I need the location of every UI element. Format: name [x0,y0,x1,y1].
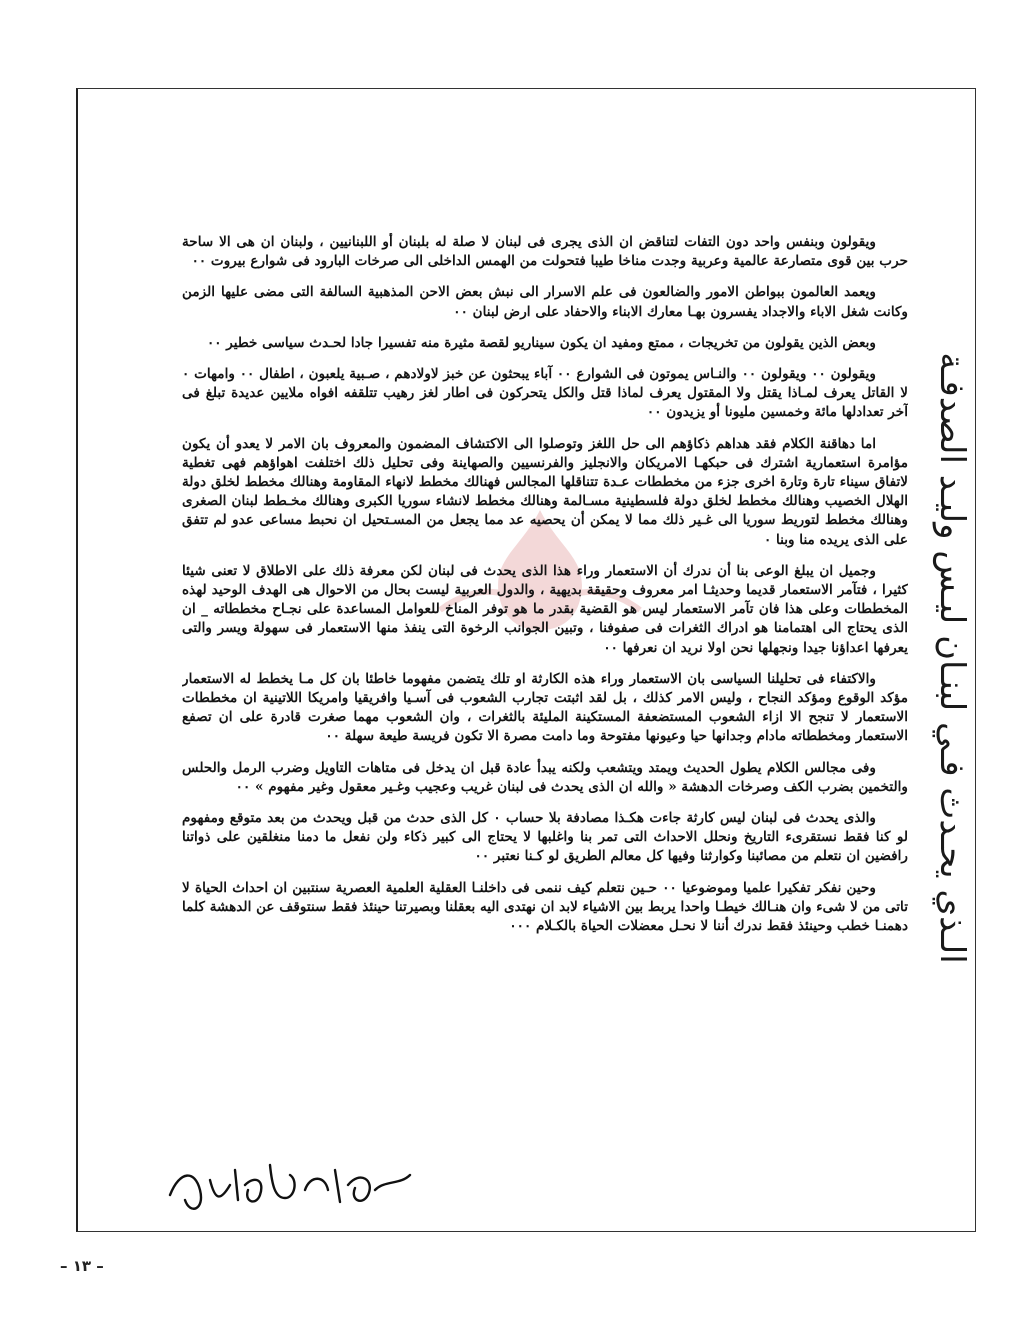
paragraph: اما دهاقنة الكلام فقد هداهم ذكاؤهم الى حل اللغز وتوصلوا الى الاكتشاف المضمون والمعروف بان الامر لا يعدو أن يكون مؤامرة استعمارية اشترك فى حبكهـا الامريكان والانجليز والفرنسيين والصهاينة وفى تحليل ذلك اختلفت اهواؤهم فهى تغطية لاتفاق سيناء تارة وتارة اخرى جزء من مخططات عـدة تتناقلها المجالس فهنالك مخطط لانهاء المقاومة وهنالك مخطط لخلق دولة الهلال الخصيب وهنالك مخطط لخلق دولة فلسطينية مسـالمة وهنالك مخطط لانشاء سوريا الكبرى وهنالك مخـطط لبنان الصغرى وهنالك مخطط لتوريط سوريا الى غـير ذلك مما لا يمكن أن يحصيه عد مما يجعل من المسـتحيل ان نحبط مساعى عدو لم تتفق على الذى يريده منا وبنا ٠ [182,435,908,548]
paragraph: وجميل ان يبلغ الوعى بنا أن ندرك أن الاستعمار وراء هذا الذى يحدث فى لبنان لكن معرفة ذلك على الاطلاق لا تعنى شيئا كثيرا ، فتآمر الاستعمار قديما وحديثـا امر معروف وحقيقة بديهية ، والدول العربية ليست بحال من الاحوال هى الهدف الوحيد لهذه المخططات وعلى هذا فان تآمر الاستعمار ليس هو القضية بقدر ما هو توفر المناخ للعوامل المساعدة على نجـاح مخططاته _ ان الذى يحتاج الى اهتمامنا هو ادراك الثغرات فى صفوفنا ، وتبين الجوانب الرخوة التى ينفذ منها الاستعمار فى سهولة ويسر والتى يعرفها اعداؤنا جيدا ونجهلها نحن اولا نريد ان نعرفها ٠٠ [182,562,908,656]
paragraph: والذى يحدث فى لبنان ليس كارثة جاءت هكـذا مصادفة بلا حساب ٠ كل الذى حدث من قبل ويحدث من بعد متوقع ومفهوم لو كنا فقط نستقرىء التاريخ ونحلل الاحداث التى تمر بنا واغلبها لا يحتاج الى كبير ذكاء ولن نفعل ما دمنا منغلقين على ذواتنا رافضين ان نتعلم من مصائبنا وكوارثنا وفيها كل معالم الطريق لو كـنا نعتبر ٠٠ [182,810,908,865]
article-title-text: الـذي يحـدث فـي لبنـان ليـس وليـد الصدفـة [932,351,972,964]
paragraph: والاكتفاء فى تحليلنا السياسى بان الاستعمار وراء هذه الكارثة او تلك يتضمن مفهوما خاطئا بان كل مـا يخطط له الاستعمار مؤكد الوقوع ومؤكد النجاح ، وليس الامر كذلك ، بل لقد اثبتت تجارب الشعوب فى آسـيا وافريقيا وامريكا اللاتينية ان مخططات الاستعمار لا تنجح الا ازاء الشعوب المستضعفة المستكينة المليئة بالثغرات ، وان الشعوب مهما صغرت قادرة على ان تصفع الاستعمار ومخططاته مادام وجدانها حيا وعيونها مفتوحة وما دامت مصرة الا تكون فريسة طيعة سهلة ٠٠ [182,670,908,745]
page-number: – ١٣ – [60,1257,104,1275]
article-body [182,233,908,1173]
author-signature [160,1140,420,1220]
handwritten-signature-icon [160,1140,420,1220]
paragraph: وفى مجالس الكلام يطول الحديث ويمتد ويتشعب ولكنه يبدأ عادة قبل ان يدخل فى متاهات التاويل وضرب الرمل والحلس والتخمين بضرب الكف وصرخات الدهشة « والله ان الذى يحدث فى لبنان غريب وعجيب وغـير معقول وغير مفهوم » ٠٠ [182,759,908,795]
paragraph: ويعمد العالمون ببواطن الامور والضالعون فى علم الاسرار الى نبش بعض الاحن المذهبية السالفة التى مضى عليها الزمن وكانت شغل الاباء والاجداد يفسرون بهـا معارك الابناء والاحفاد على ارض لبنان ٠٠ [182,284,908,320]
paragraph: ويقولون وبنفس واحد دون التفات لتناقض ان الذى يجرى فى لبنان لا صلة له بلبنان أو اللبنانيين ، ولبنان ان هى الا ساحة حرب بين قوى متصارعة عالمية وعربية وجدت مناخا طيبا فتحولت من الهمس الداخلى الى صرخات البارود فى شوارع بيروت ٠٠ [182,234,908,270]
paragraph: وبعض الذين يقولون من تخريجات ، ممتع ومفيد ان يكون سيناريو لقصة مثيرة منه تفسيرا جادا لحـدث سياسى خطير ٠٠ [206,334,876,351]
paragraph: وحين نفكر تفكيرا علميا وموضوعيا ٠٠ حـين نتعلم كيف ننمى فى داخلنـا العقلية العلمية العصرية سنتبين ان احداث الحياة لا تاتى من لا شىء وان هنـالك خيطـا واحدا يربط بين الاشياء لابد ان نهتدى اليه بعقلنا وبصيرتنا حينئذ فقط سنتوقف عن الدهشة كلما دهمنـا خطب وحينئذ فقط ندرك أننا لا نحـل معضلات الحياة بالكـلام ٠٠٠ [182,879,908,935]
article-title-vertical [930,90,974,1225]
paragraph: ويقولون ٠٠ ويقولون ٠٠ والنـاس يموتون فى الشوارع ٠٠ آباء يبحثون عن خبز لاولادهم ، صـبية يلعبون ، اطفال ٠٠ وامهات ٠ لا القاتل يعرف لمـاذا يقتل ولا المقتول يعرف لماذا قتل والكل يتحركون فى اطار لغز رهيب تتلقفه افواه ملايين عديدة تبلغ فى آخر تعدادلها مائة وخمسين مليونا أو يزيدون ٠٠ [182,366,908,421]
